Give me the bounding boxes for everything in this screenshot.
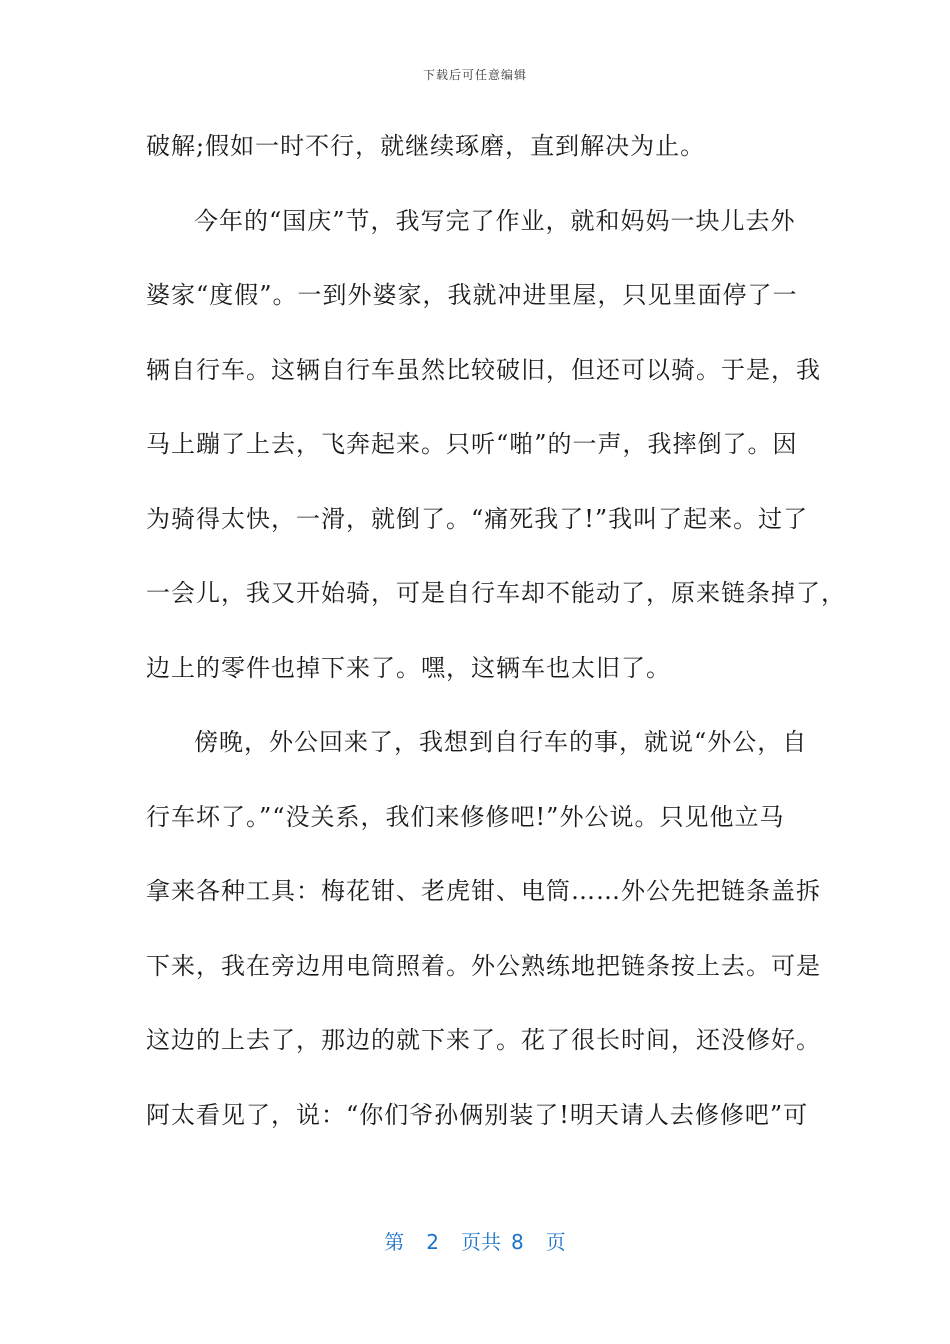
footer-suffix: 页 [545, 1230, 566, 1254]
text-line: 这边的上去了，那边的就下来了。花了很长时间，还没修好。 [146, 1026, 821, 1054]
text-line: 下来，我在旁边用电筒照着。外公熟练地把链条按上去。可是 [146, 951, 821, 980]
text-line: 破解;假如一时不行，就继续琢磨，直到解决为止。 [146, 132, 706, 160]
text-line: 边上的零件也掉下来了。嘿，这辆车也太旧了。 [146, 653, 671, 682]
text-line: 辆自行车。这辆自行车虽然比较破旧，但还可以骑。于是，我 [146, 355, 821, 384]
paragraph-start-line: 今年的“国庆”节，我写完了作业，就和妈妈一块儿去外 [194, 206, 796, 235]
text-line: 拿来各种工具：梅花钳、老虎钳、电筒……外公先把链条盖拆 [146, 877, 821, 905]
current-page-number: 2 [426, 1230, 439, 1254]
document-body [146, 124, 846, 1167]
total-pages-number: 8 [511, 1230, 524, 1254]
footer-prefix: 第 [384, 1230, 405, 1254]
text-line: 马上蹦了上去，飞奔起来。只听“啪”的一声，我摔倒了。因 [146, 430, 798, 458]
text-line: 婆家“度假”。一到外婆家，我就冲进里屋，只见里面停了一 [146, 281, 798, 309]
header-note: 下载后可任意编辑 [422, 68, 527, 82]
text-line: 阿太看见了，说：“你们爷孙俩别装了!明天请人去修修吧”可 [146, 1100, 809, 1129]
text-line: 行车坏了。”“没关系，我们来修修吧!”外公说。只见他立马 [146, 802, 785, 831]
footer-middle: 页共 [461, 1230, 501, 1254]
text-line: 一会儿，我又开始骑，可是自行车却不能动了，原来链条掉了， [146, 579, 846, 607]
paragraph-start-line: 傍晚，外公回来了，我想到自行车的事，就说“外公，自 [194, 728, 808, 756]
page-footer [0, 1226, 950, 1255]
text-line: 为骑得太快，一滑，就倒了。“痛死我了!”我叫了起来。过了 [146, 504, 809, 533]
